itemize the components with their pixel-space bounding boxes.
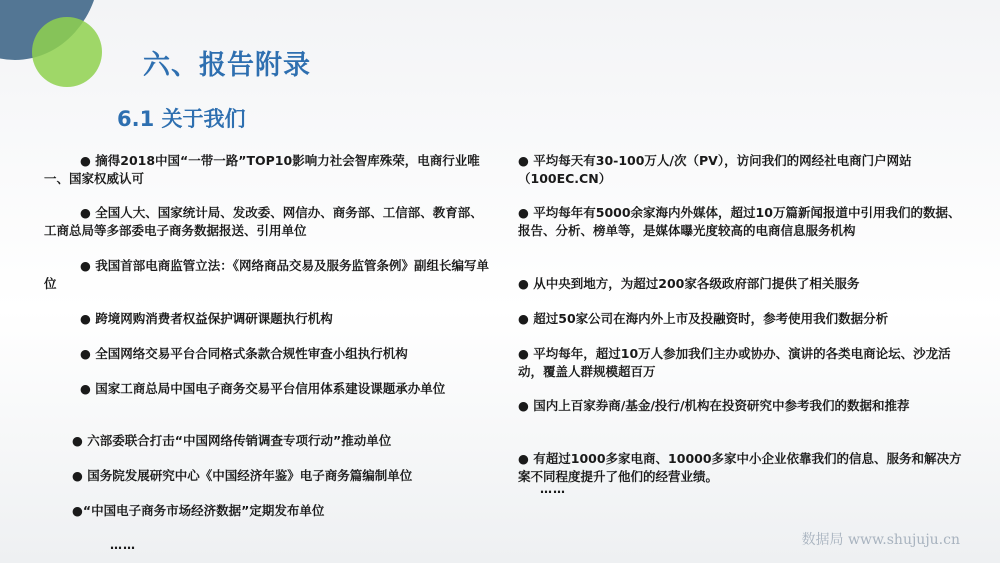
list-item: ● 平均每年有5000余家海内外媒体，超过10万篇新闻报道中引用我们的数据、报告、分析、榜单等，是媒体曝光度较高的电商信息服务机构 [518,205,961,238]
watermark: 数据局 www.shujuju.cn [801,532,960,548]
list-item: ● 国务院发展研究中心《中国经济年鉴》电子商务篇编制单位 [72,468,413,483]
list-item: ● 跨境网购消费者权益保护调研课题执行机构 [80,311,333,326]
list-item: ● 我国首部电商监管立法：《网络商品交易及服务监管条例》副组长编写单位 [44,258,490,291]
page-title: 六、报告附录 [143,50,311,81]
list-item: ● 平均每年，超过10万人参加我们主办或协办、演讲的各类电商论坛、沙龙活动，覆盖人群规模超百万 [518,346,951,379]
list-item: ● 国内上百家券商/基金/投行/机构在投资研究中参考我们的数据和推荐 [518,398,910,413]
list-item: ● 六部委联合打击“中国网络传销调查专项行动”推动单位 [72,433,392,448]
left-ellipsis: …… [110,538,136,552]
list-item: ● 国家工商总局中国电子商务交易平台信用体系建设课题承办单位 [80,381,446,396]
list-item: ● 从中央到地方，为超过200家各级政府部门提供了相关服务 [518,276,860,291]
list-item: ●“中国电子商务市场经济数据”定期发布单位 [72,503,325,518]
right-ellipsis: …… [540,482,566,496]
list-item: ● 有超过1000多家电商、10000多家中小企业依靠我们的信息、服务和解决方案不同程度提升了他们的经营业绩。 [518,451,962,484]
list-item: ● 全国网络交易平台合同格式条款合规性审查小组执行机构 [80,346,408,361]
decorative-green-circle [32,17,102,87]
list-item: ● 摘得2018中国“一带一路”TOP10影响力社会智库殊荣，电商行业唯一、国家权威认可 [44,153,480,186]
section-subtitle: 6.1 关于我们 [117,107,246,131]
list-item: ● 全国人大、国家统计局、发改委、网信办、商务部、工信部、教育部、 工商总局等多部委电子商务数据报送、引用单位 [44,205,483,238]
list-item: ● 超过50家公司在海内外上市及投融资时，参考使用我们数据分析 [518,311,889,326]
list-item: ● 平均每天有30-100万人/次（PV），访问我们的网经社电商门户网站（100EC.CN） [518,153,912,186]
